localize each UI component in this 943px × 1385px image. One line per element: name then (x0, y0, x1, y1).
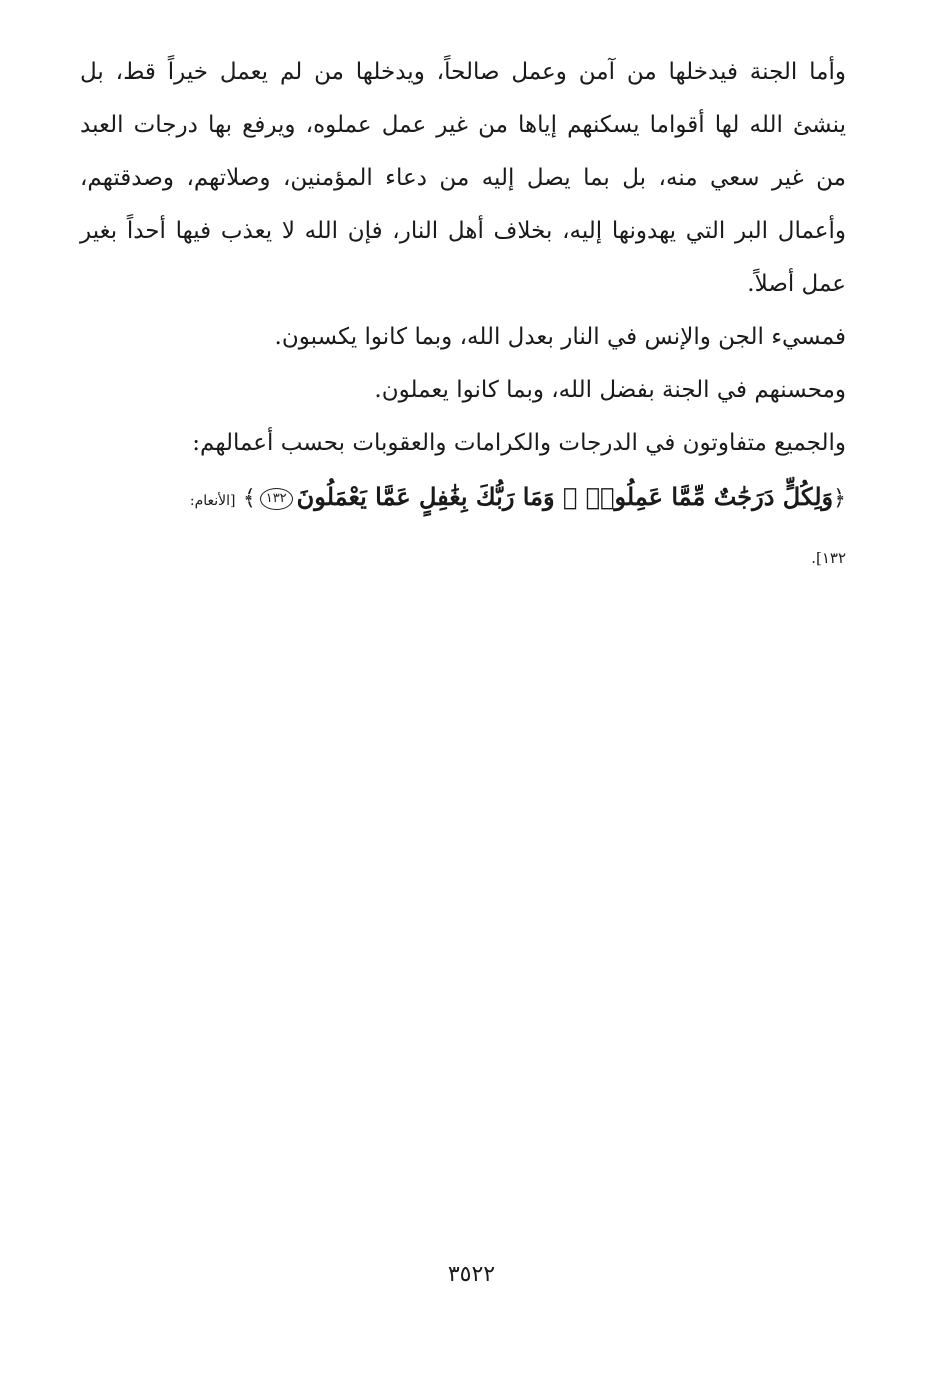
quran-verse (80, 470, 846, 528)
paragraph-paradise: وأما الجنة فيدخلها من آمن وعمل صالحاً، ويدخلها من لم يعمل خيراً قط، بل ينشئ الله لها أقواما يسكنهم إياها من غير عمل عملوه، ويرفع بها درجات العبد من غير سعي منه، بل بما يصل إليه من دعاء المؤمنين، وصلاتهم، وصدقتهم، وأعمال البر التي يهدونها إليه، بخلاف أهل النار، فإن الله لا يعذب فيها أحداً بغير عمل أصلاً. (80, 59, 846, 297)
surah-reference-start: [الأنعام: (189, 493, 236, 509)
page-number: ٣٥٢٢ (447, 1262, 496, 1287)
paragraph-righteous: ومحسنهم في الجنة بفضل الله، وبما كانوا يعملون. (374, 377, 846, 403)
ayah-number-marker: ١٣٢ (260, 488, 293, 510)
body-text (80, 46, 846, 588)
quran-verse-text: وَلِكُلٍّ دَرَجَٰتٌ مِّمَّا عَمِلُوا۟ ۚ وَمَا رَبُّكَ بِغَٰفِلٍ عَمَّا يَعْمَلُونَ (296, 482, 834, 511)
quran-close-bracket: ﴾ (242, 486, 256, 511)
paragraph-ranks: والجميع متفاوتون في الدرجات والكرامات والعقوبات بحسب أعمالهم: (192, 430, 846, 456)
surah-reference-end: ١٣٢]. (811, 549, 846, 567)
quran-open-bracket: ﴿ (833, 486, 846, 511)
paragraph-sinners: فمسيء الجن والإنس في النار بعدل الله، وبما كانوا يكسبون. (274, 324, 846, 350)
